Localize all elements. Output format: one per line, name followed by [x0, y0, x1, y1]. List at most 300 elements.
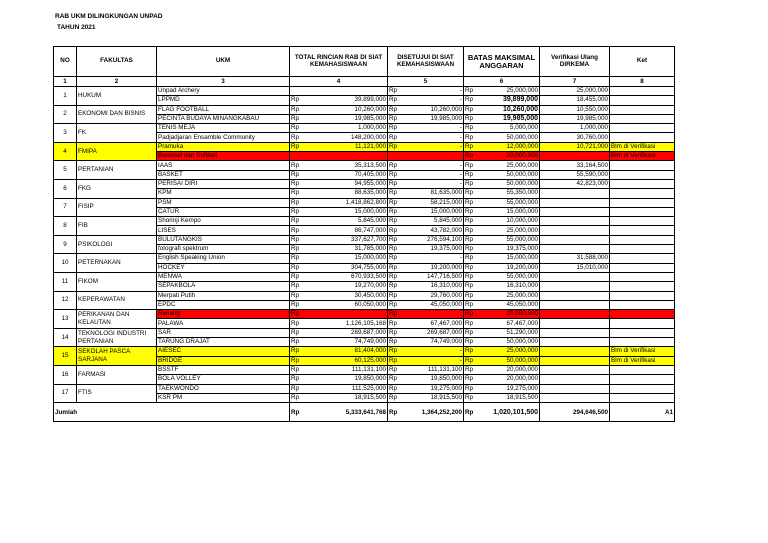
batas-value: 50,000,000 [476, 338, 540, 347]
verifikasi-value [540, 245, 610, 254]
batas-value: 20,000,000 [476, 375, 540, 384]
verifikasi-value [540, 282, 610, 291]
currency-label: Rp [388, 356, 400, 365]
currency-label: Rp [388, 124, 400, 133]
batas-value: 55,350,000 [476, 189, 540, 198]
batas-value: 25,000,000 [476, 347, 540, 356]
currency-label: Rp [290, 272, 302, 281]
batas-value: 16,310,000 [476, 282, 540, 291]
total-rincian-value: 15,000,000 [302, 207, 388, 216]
currency-label: Rp [464, 365, 476, 374]
ukm-name: LPPMD [157, 96, 290, 105]
total-disetujui: 1,364,252,200 [400, 403, 464, 422]
verifikasi-value [540, 189, 610, 198]
table-row [54, 179, 675, 188]
verifikasi-value: 18,455,000 [540, 96, 610, 105]
report-title: RAB UKM DILINGKUNGAN UNPAD [55, 13, 163, 20]
currency-label: Rp [464, 254, 476, 263]
currency-label: Rp [290, 384, 302, 393]
currency-label: Rp [290, 338, 302, 347]
verifikasi-value: 33,164,500 [540, 161, 610, 170]
disetujui-value: 29,760,000 [400, 291, 464, 300]
disetujui-value: 74,749,000 [400, 338, 464, 347]
disetujui-value: 111,131,100 [400, 365, 464, 374]
total-rincian-value [302, 87, 388, 96]
currency-label: Rp [464, 152, 476, 161]
currency-label: Rp [464, 207, 476, 216]
ukm-name: Baseball dan Softball [157, 152, 290, 161]
currency-label: Rp [464, 198, 476, 207]
table-row [54, 384, 675, 393]
verifikasi-value [540, 393, 610, 402]
total-rincian-value: 1,126,105,168 [302, 319, 388, 328]
disetujui-value: 15,000,000 [400, 207, 464, 216]
header-row [54, 47, 675, 77]
batas-value: 25,000,000 [476, 291, 540, 300]
row-number: 10 [54, 254, 77, 273]
row-number: 17 [54, 384, 77, 403]
batas-value: 25,000,000 [476, 226, 540, 235]
currency-label: Rp [388, 87, 400, 96]
currency-label: Rp [290, 226, 302, 235]
currency-label: Rp [464, 124, 476, 133]
table-row [54, 347, 675, 356]
verifikasi-value [540, 365, 610, 374]
verifikasi-value [540, 319, 610, 328]
ukm-name: BSSTF [157, 365, 290, 374]
ket-value [610, 96, 675, 105]
row-number: 4 [54, 142, 77, 161]
verifikasi-value [540, 384, 610, 393]
disetujui-value: - [400, 179, 464, 188]
total-rincian-value: 111,131,100 [302, 365, 388, 374]
batas-value: 12,000,000 [476, 142, 540, 151]
faculty-name: PETERNAKAN [77, 254, 157, 273]
ukm-name: EPDC [157, 300, 290, 309]
budget-table [53, 46, 675, 422]
currency-label: Rp [290, 319, 302, 328]
total-ket: A1 [610, 403, 675, 422]
batas-value: 20,000,000 [476, 365, 540, 374]
batas-value: 25,000,000 [476, 87, 540, 96]
ket-value [610, 161, 675, 170]
ket-value [610, 384, 675, 393]
total-rincian-value: 86,747,000 [302, 226, 388, 235]
currency-label: Rp [388, 347, 400, 356]
disetujui-value [400, 152, 464, 161]
header-no: NO [54, 47, 77, 77]
total-verifikasi: 294,646,500 [540, 403, 610, 422]
total-rincian-value: 11,121,000 [302, 142, 388, 151]
ket-value [610, 226, 675, 235]
faculty-name: PERTANIAN [77, 161, 157, 180]
currency-label: Rp [388, 338, 400, 347]
batas-value: 10,260,000 [476, 105, 540, 114]
faculty-name: KEPERAWATAN [77, 291, 157, 310]
total-rincian-value: 10,260,000 [302, 105, 388, 114]
currency-label: Rp [388, 310, 400, 319]
batas-value: 50,000,000 [476, 356, 540, 365]
header-ket: Ket [610, 47, 675, 77]
ket-value [610, 254, 675, 263]
batas-value: 50,000,000 [476, 133, 540, 142]
currency-label: Rp [290, 142, 302, 151]
table-row [54, 272, 675, 281]
table-row [54, 161, 675, 170]
ket-value [610, 328, 675, 337]
currency-label: Rp [388, 254, 400, 263]
currency-label: Rp [464, 142, 476, 151]
total-rincian-value: 148,200,000 [302, 133, 388, 142]
disetujui-value: 5,845,000 [400, 217, 464, 226]
ket-value [610, 319, 675, 328]
row-number: 14 [54, 328, 77, 347]
disetujui-value: 67,467,000 [400, 319, 464, 328]
currency-label: Rp [464, 245, 476, 254]
currency-label: Rp [290, 328, 302, 337]
col-index: 3 [157, 77, 290, 87]
ket-value [610, 393, 675, 402]
header-total: TOTAL RINCIAN RAB DI SIAT KEMAHASISWAAN [290, 47, 388, 77]
col-index: 4 [290, 77, 388, 87]
ket-value [610, 217, 675, 226]
ket-value [610, 300, 675, 309]
table-row [54, 310, 675, 319]
currency-label: Rp [464, 300, 476, 309]
ket-value [610, 179, 675, 188]
faculty-name: TEKNOLOGI INDUSTRI PERTANIAN [77, 328, 157, 347]
disetujui-value: - [400, 254, 464, 263]
verifikasi-value [540, 328, 610, 337]
currency-label: Rp [388, 291, 400, 300]
disetujui-value: 147,716,500 [400, 272, 464, 281]
verifikasi-value: 55,590,000 [540, 170, 610, 179]
disetujui-value: - [400, 124, 464, 133]
disetujui-value: 19,200,000 [400, 263, 464, 272]
ket-value: Blm di Verifikasi [610, 152, 675, 161]
currency-label: Rp [290, 310, 302, 319]
currency-label: Rp [388, 263, 400, 272]
ket-value [610, 365, 675, 374]
row-number: 3 [54, 124, 77, 143]
currency-label: Rp [464, 319, 476, 328]
currency-label: Rp [290, 179, 302, 188]
ket-value [610, 189, 675, 198]
currency-label: Rp [464, 217, 476, 226]
column-index-row [54, 77, 675, 87]
total-row [54, 403, 675, 422]
faculty-name: FMIPA [77, 142, 157, 161]
table-row [54, 87, 675, 96]
ukm-name: PSM [157, 198, 290, 207]
currency-label: Rp [388, 393, 400, 402]
col-index: 7 [540, 77, 610, 87]
ket-value [610, 263, 675, 272]
currency-label: Rp [388, 114, 400, 123]
currency-label: Rp [388, 105, 400, 114]
row-number: 13 [54, 310, 77, 329]
ukm-name: LISES [157, 226, 290, 235]
disetujui-value: 19,850,000 [400, 375, 464, 384]
currency-label: Rp [464, 310, 476, 319]
total-rincian-value: 1,418,862,800 [302, 198, 388, 207]
currency-label: Rp [290, 356, 302, 365]
ket-value [610, 375, 675, 384]
disetujui-value: 19,275,000 [400, 384, 464, 393]
disetujui-value: - [400, 347, 464, 356]
header-ukm: UKM [157, 47, 290, 77]
currency-label: Rp [464, 338, 476, 347]
disetujui-value: - [400, 356, 464, 365]
currency-label: Rp [464, 161, 476, 170]
currency-label: Rp [464, 133, 476, 142]
total-rincian-value: 31,785,000 [302, 245, 388, 254]
row-number: 7 [54, 198, 77, 217]
row-number: 1 [54, 87, 77, 106]
total-rincian-value: 35,313,500 [302, 161, 388, 170]
ukm-name: Renang [157, 310, 290, 319]
table-row [54, 328, 675, 337]
currency-label: Rp [464, 328, 476, 337]
currency-label: Rp [388, 217, 400, 226]
currency-label: Rp [388, 319, 400, 328]
disetujui-value: - [400, 142, 464, 151]
batas-value: 15,000,000 [476, 207, 540, 216]
total-rincian-value: 81,404,000 [302, 347, 388, 356]
ukm-name: PERISAI DIRI [157, 179, 290, 188]
currency-label: Rp [290, 105, 302, 114]
table-row [54, 217, 675, 226]
total-currency: Rp [290, 403, 302, 422]
ukm-name: MENWA [157, 272, 290, 281]
verifikasi-value [540, 226, 610, 235]
batas-value: 51,290,000 [476, 328, 540, 337]
verifikasi-value [540, 356, 610, 365]
currency-label: Rp [388, 142, 400, 151]
verifikasi-value: 19,985,000 [540, 114, 610, 123]
currency-label: Rp [290, 170, 302, 179]
verifikasi-value [540, 300, 610, 309]
currency-label: Rp [464, 179, 476, 188]
currency-label: Rp [388, 170, 400, 179]
ukm-name: IAAS [157, 161, 290, 170]
ukm-name: BRIDGE [157, 356, 290, 365]
currency-label [290, 87, 302, 96]
currency-label: Rp [290, 263, 302, 272]
currency-label: Rp [290, 198, 302, 207]
batas-value: 18,915,500 [476, 393, 540, 402]
disetujui-value: 81,635,000 [400, 189, 464, 198]
disetujui-value: - [400, 161, 464, 170]
row-number: 8 [54, 217, 77, 236]
ukm-name: BULUTANGKIS [157, 235, 290, 244]
total-rincian-value: 5,845,000 [302, 217, 388, 226]
currency-label: Rp [290, 114, 302, 123]
table-row [54, 365, 675, 374]
col-index: 2 [77, 77, 157, 87]
disetujui-value: 19,985,000 [400, 114, 464, 123]
ukm-name: TAEKWONDO [157, 384, 290, 393]
total-rincian-value: 304,755,000 [302, 263, 388, 272]
row-number: 9 [54, 235, 77, 254]
total-rincian: 5,333,641,768 [302, 403, 388, 422]
currency-label: Rp [464, 272, 476, 281]
faculty-name: PERIKANAN DAN KELAUTAN [77, 310, 157, 329]
ukm-name: TARUNG DRAJAT [157, 338, 290, 347]
batas-value: 19,375,000 [476, 245, 540, 254]
disetujui-value: - [400, 170, 464, 179]
ket-value [610, 207, 675, 216]
total-rincian-value [302, 152, 388, 161]
currency-label: Rp [290, 245, 302, 254]
verifikasi-value [540, 198, 610, 207]
currency-label: Rp [388, 384, 400, 393]
batas-value: 19,985,000 [476, 114, 540, 123]
ukm-name: Shorinji Kempo [157, 217, 290, 226]
batas-value: 39,899,000 [476, 96, 540, 105]
table-row [54, 198, 675, 207]
row-number: 11 [54, 272, 77, 291]
currency-label: Rp [290, 235, 302, 244]
currency-label: Rp [388, 226, 400, 235]
batas-value: 25,000,000 [476, 161, 540, 170]
header-fakultas: FAKULTAS [77, 47, 157, 77]
currency-label: Rp [290, 254, 302, 263]
table-row [54, 124, 675, 133]
header-disetujui: DISETUJUI DI SIAT KEMAHASISWAAN [388, 47, 464, 77]
batas-value: 19,200,000 [476, 263, 540, 272]
total-rincian-value: 337,627,700 [302, 235, 388, 244]
disetujui-value: 45,050,000 [400, 300, 464, 309]
total-rincian-value: 111,525,000 [302, 384, 388, 393]
batas-value: 50,000,000 [476, 179, 540, 188]
batas-value: 45,050,000 [476, 300, 540, 309]
total-rincian-value: 60,050,000 [302, 300, 388, 309]
currency-label: Rp [464, 384, 476, 393]
currency-label: Rp [290, 282, 302, 291]
row-number: 5 [54, 161, 77, 180]
ukm-name: fotografi spektrum [157, 245, 290, 254]
table-row [54, 254, 675, 263]
total-rincian-value: 19,850,000 [302, 375, 388, 384]
ket-value [610, 235, 675, 244]
ket-value [610, 245, 675, 254]
verifikasi-value [540, 375, 610, 384]
disetujui-value [400, 310, 464, 319]
currency-label: Rp [290, 347, 302, 356]
ukm-name: CATUR [157, 207, 290, 216]
table-row [54, 291, 675, 300]
currency-label: Rp [464, 114, 476, 123]
currency-label: Rp [290, 365, 302, 374]
ukm-name: English Speaking Union [157, 254, 290, 263]
currency-label: Rp [464, 356, 476, 365]
verifikasi-value [540, 338, 610, 347]
ukm-name: PECINTA BUDAYA MINANGKABAU [157, 114, 290, 123]
ukm-name: Merpati Putih [157, 291, 290, 300]
col-index: 6 [464, 77, 540, 87]
faculty-name: PSIKOLOGI [77, 235, 157, 254]
ukm-name: BASKET [157, 170, 290, 179]
ket-value [610, 114, 675, 123]
currency-label [290, 152, 302, 161]
faculty-name: FIB [77, 217, 157, 236]
currency-label: Rp [290, 291, 302, 300]
verifikasi-value: 1,000,000 [540, 124, 610, 133]
currency-label: Rp [464, 375, 476, 384]
header-batas: BATAS MAKSIMAL ANGGARAN [464, 47, 540, 77]
ukm-name: SAR [157, 328, 290, 337]
verifikasi-value [540, 217, 610, 226]
currency-label: Rp [388, 235, 400, 244]
currency-label: Rp [464, 96, 476, 105]
disetujui-value: 276,594,100 [400, 235, 464, 244]
currency-label: Rp [290, 96, 302, 105]
faculty-name: EKONOMI DAN BISNIS [77, 105, 157, 124]
ukm-name: KSR PM [157, 393, 290, 402]
ukm-name: KPM [157, 189, 290, 198]
currency-label: Rp [464, 263, 476, 272]
header-verifikasi: Verifikasi Ulang DIRKEMA [540, 47, 610, 77]
faculty-name: FIKOM [77, 272, 157, 291]
currency-label: Rp [464, 347, 476, 356]
verifikasi-value [540, 152, 610, 161]
verifikasi-value: 42,823,000 [540, 179, 610, 188]
ket-value [610, 170, 675, 179]
batas-value: 50,000,000 [476, 170, 540, 179]
currency-label: Rp [290, 375, 302, 384]
currency-label: Rp [388, 328, 400, 337]
row-number: 2 [54, 105, 77, 124]
ukm-name: PALAWA [157, 319, 290, 328]
total-rincian-value: 15,000,000 [302, 254, 388, 263]
currency-label: Rp [464, 291, 476, 300]
faculty-name: FKG [77, 179, 157, 198]
verifikasi-value [540, 235, 610, 244]
batas-value: 20,000,000 [476, 310, 540, 319]
ket-value [610, 133, 675, 142]
currency-label: Rp [464, 170, 476, 179]
ket-value [610, 198, 675, 207]
ket-value [610, 87, 675, 96]
currency-label: Rp [464, 235, 476, 244]
total-label: Jumlah [54, 403, 290, 422]
col-index: 8 [610, 77, 675, 87]
total-rincian-value: 30,450,000 [302, 291, 388, 300]
currency-label [388, 152, 400, 161]
total-rincian-value: 670,933,500 [302, 272, 388, 281]
currency-label: Rp [290, 161, 302, 170]
verifikasi-value [540, 291, 610, 300]
currency-label: Rp [388, 161, 400, 170]
currency-label: Rp [290, 207, 302, 216]
currency-label: Rp [464, 226, 476, 235]
disetujui-value: 18,915,500 [400, 393, 464, 402]
batas-value: 55,000,000 [476, 198, 540, 207]
ket-value [610, 124, 675, 133]
currency-label: Rp [290, 189, 302, 198]
table-row [54, 105, 675, 114]
total-rincian-value: 1,000,000 [302, 124, 388, 133]
row-number: 12 [54, 291, 77, 310]
total-rincian-value: 60,125,000 [302, 356, 388, 365]
ukm-name: Unpad Archery [157, 87, 290, 96]
ukm-name: BOLA VOLLEY [157, 375, 290, 384]
currency-label: Rp [388, 365, 400, 374]
currency-label: Rp [464, 282, 476, 291]
batas-value: 20,000,000 [476, 152, 540, 161]
ukm-name: FLAG FOOTBALL [157, 105, 290, 114]
